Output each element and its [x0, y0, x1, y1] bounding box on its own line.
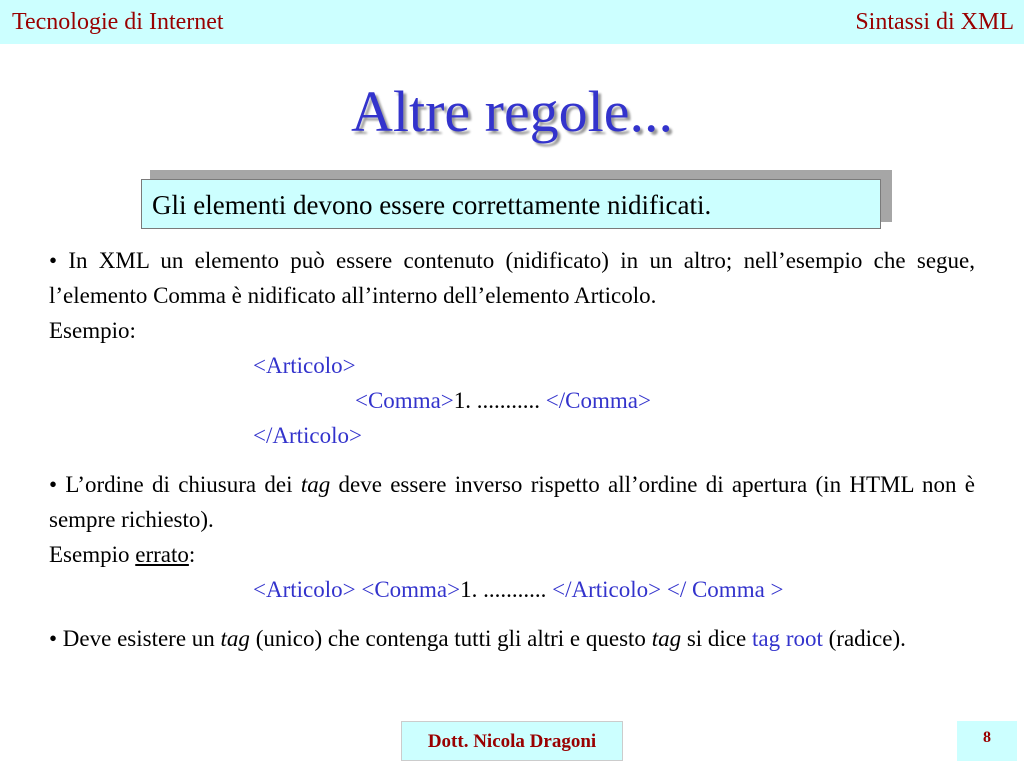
closing-order-text-a: • L’ordine di chiusura dei [49, 472, 301, 497]
slide-body [49, 243, 975, 656]
wrong-code-close-articolo: </Articolo> [552, 577, 662, 602]
wrong-example-label-a: Esempio [49, 542, 136, 567]
code-open-comma: <Comma> [355, 388, 454, 413]
root-text-a: • Deve esistere un [49, 626, 221, 651]
closing-order-tag-word: tag [300, 472, 331, 497]
highlight-box-text: Gli elementi devono essere correttamente nidificati. [152, 190, 712, 220]
code-line-comma [49, 383, 975, 418]
code-close-comma: </Comma> [545, 388, 651, 413]
highlight-box [141, 179, 881, 229]
root-text-d: (radice). [822, 626, 906, 651]
wrong-code-open-comma: <Comma> [361, 577, 461, 602]
closing-order-paragraph [49, 467, 975, 537]
root-paragraph [49, 621, 975, 656]
example-label: Esempio: [49, 318, 136, 343]
topic-title: Sintassi di XML [855, 9, 1014, 35]
root-text-b: (unico) che contenga tutti gli altri e questo [249, 626, 652, 651]
footer-page-number: 8 [957, 721, 1017, 761]
wrong-code-open-articolo: <Articolo> [253, 577, 356, 602]
wrong-example-label [49, 537, 975, 572]
code-line-open-articolo [49, 348, 975, 383]
closing-order-text-b: deve essere inverso rispetto all’ordine di apertura (in HTML non è sempre richiesto). [49, 472, 975, 532]
code-comma-content: 1. ........... [453, 388, 546, 413]
root-tag-word-1: tag [220, 626, 250, 651]
slide-header-bar [0, 0, 1024, 44]
wrong-code-content: 1. ........... [460, 577, 553, 602]
course-title: Tecnologie di Internet [12, 9, 224, 35]
root-text-c: si dice [681, 626, 752, 651]
wrong-example-label-b: : [188, 542, 196, 567]
code-open-articolo: <Articolo> [253, 353, 356, 378]
wrong-code-close-comma: </ Comma > [666, 577, 784, 602]
wrong-code-line [49, 572, 975, 607]
root-term: tag root [751, 626, 823, 651]
nesting-paragraph: • In XML un elemento può essere contenuto (nidificato) in un altro; nell’esempio che segue, l’elemento Comma è nidificato all’interno dell’elemento Articolo. [49, 248, 975, 308]
footer-author: Dott. Nicola Dragoni [401, 721, 623, 761]
code-line-close-articolo [49, 418, 975, 453]
slide-title: Altre regole... [350, 79, 674, 144]
code-close-articolo: </Articolo> [253, 423, 362, 448]
wrong-example-label-errato: errato [135, 542, 189, 567]
root-tag-word-2: tag [651, 626, 682, 651]
